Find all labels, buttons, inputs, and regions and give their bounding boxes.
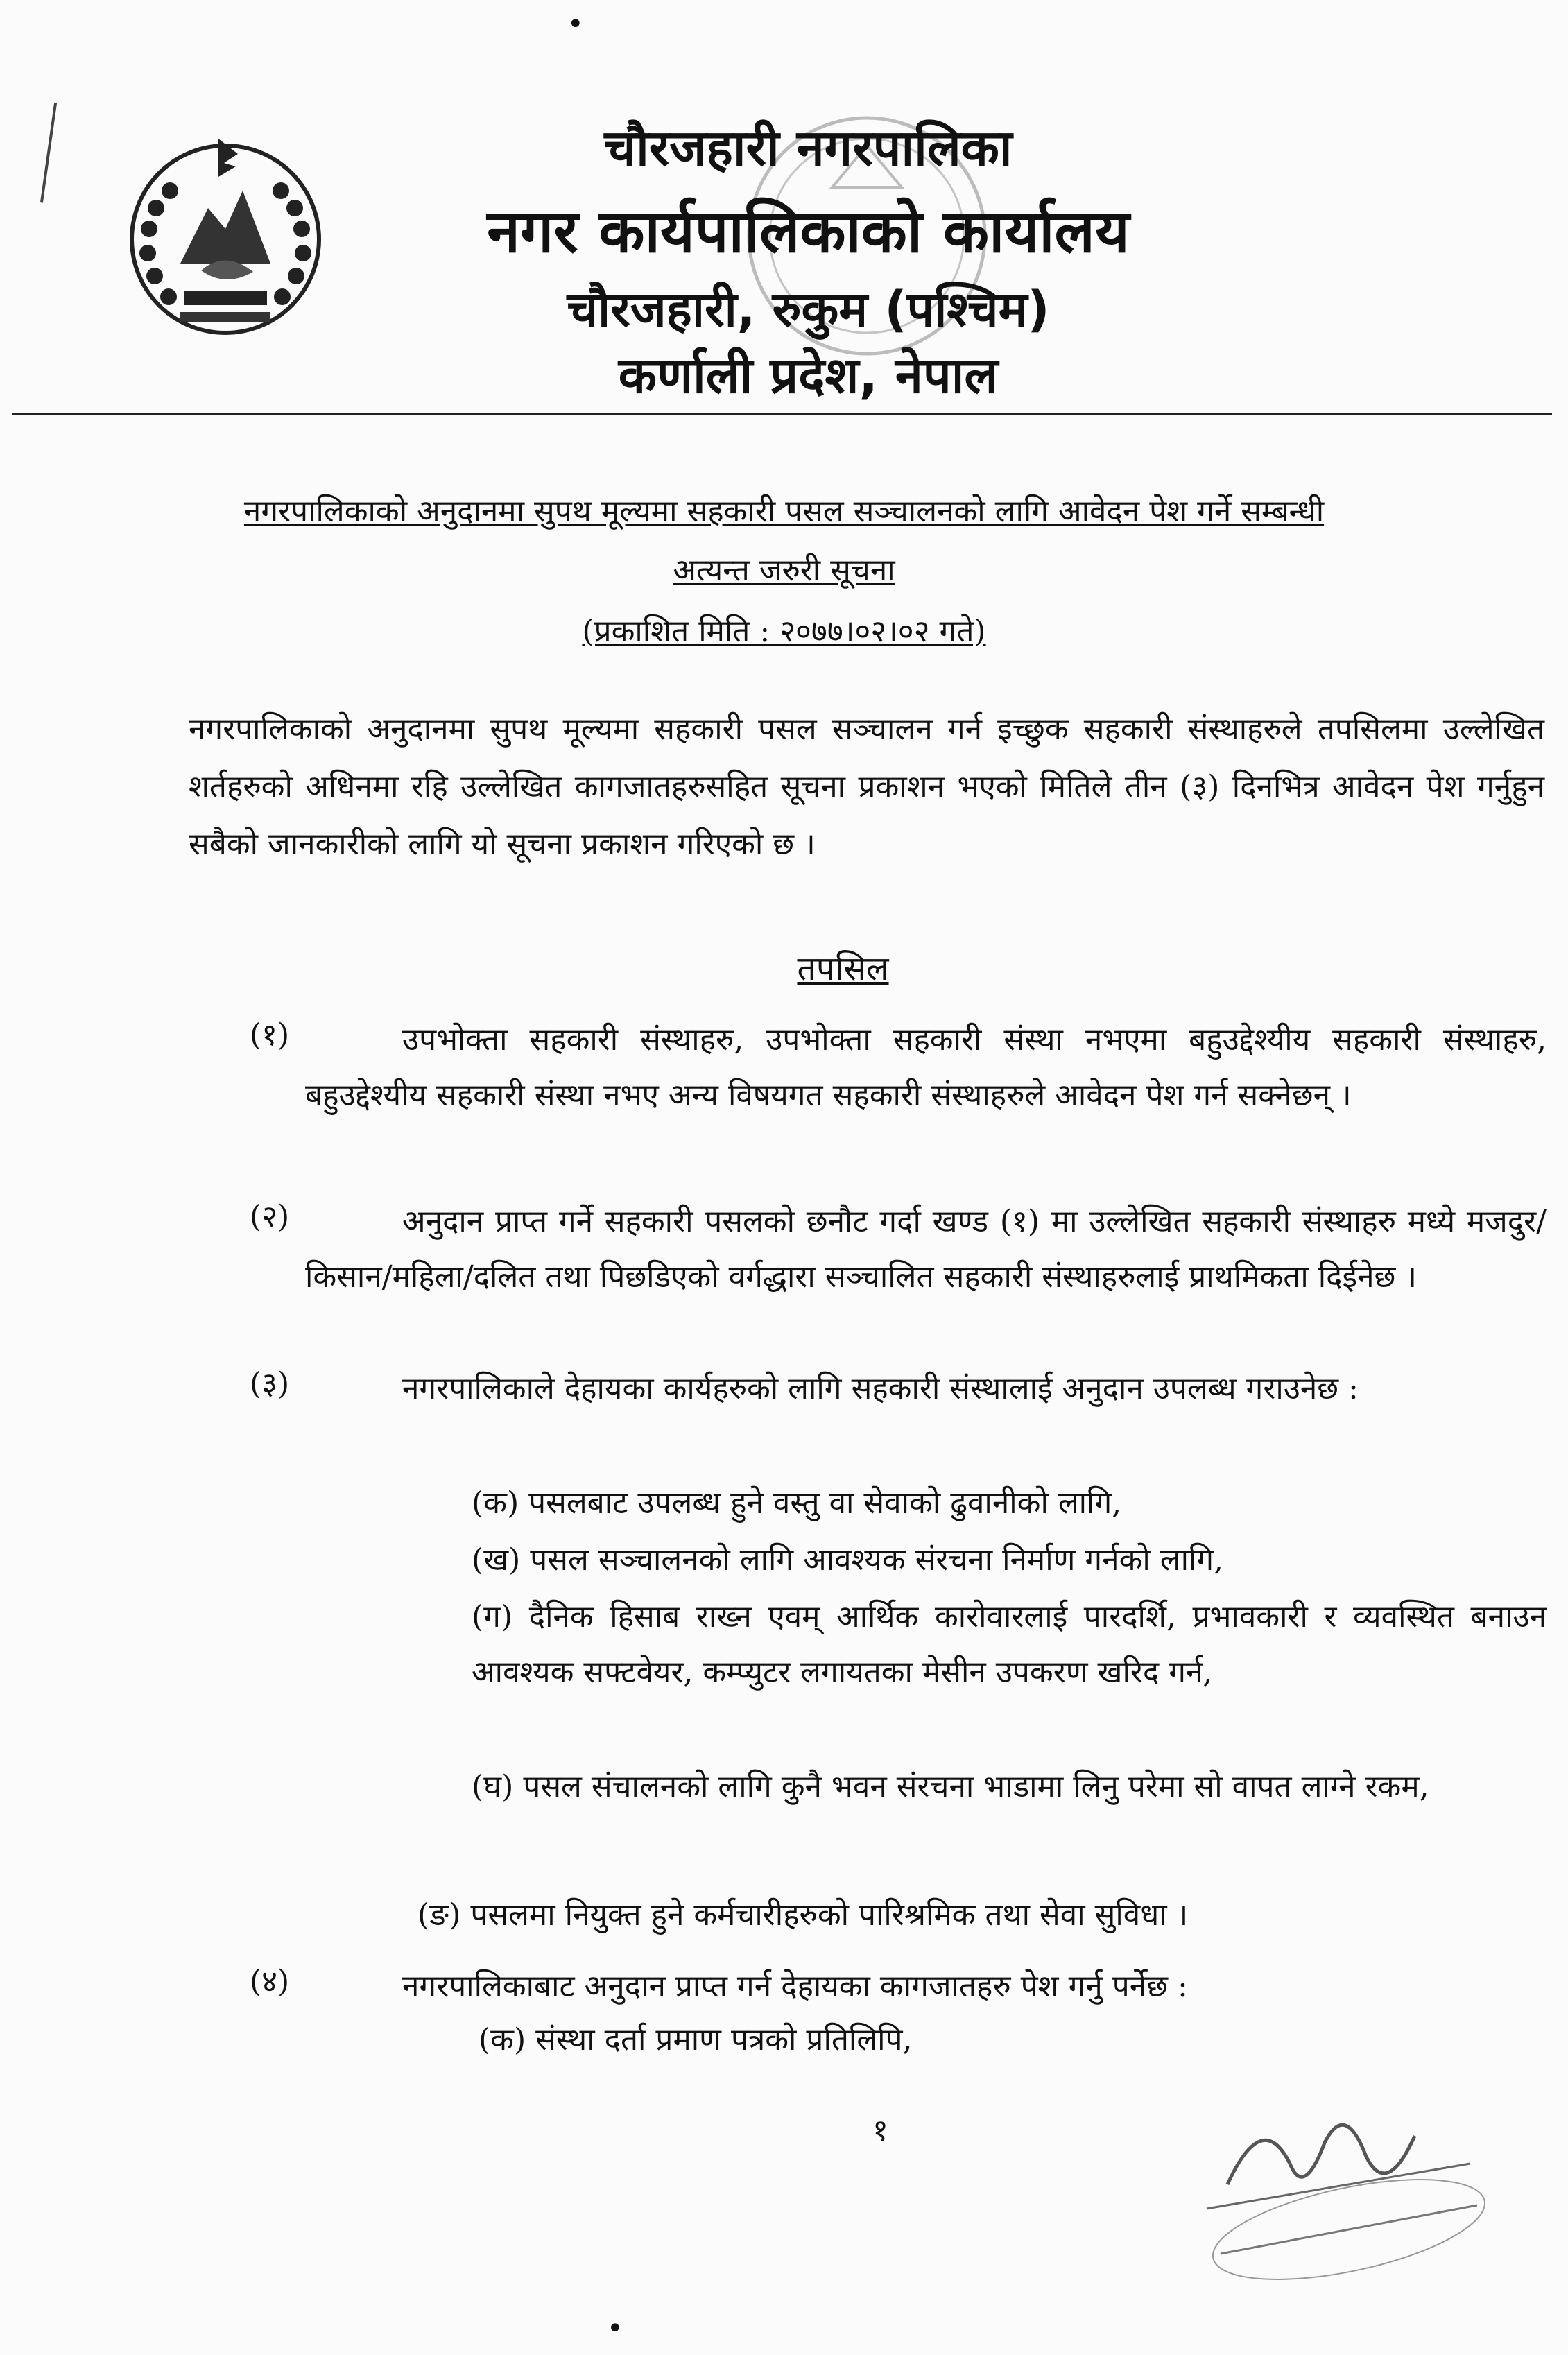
clause-3-item-nga: (ङ) पसलमा नियुक्त हुने कर्मचारीहरुको पारिश्रमिक तथा सेवा सुविधा । xyxy=(417,1897,1189,1933)
clause-3-item-kha: (ख) पसल सञ्चालनको लागि आवश्यक संरचना निर्माण गर्नको लागि, xyxy=(472,1542,1224,1578)
header-divider xyxy=(12,413,1552,415)
clause-3-item-ga: (ग) दैनिक हिसाब राख्न एवम् आर्थिक कारोवारलाई पारदर्शि, प्रभावकारी र व्यवस्थित बनाउन आवश्यक सफ्टवेयर, कम्प्युटर लगायतका मेसीन उपकरण खरिद गर्न, xyxy=(472,1599,1547,1690)
notice-intro-paragraph: नगरपालिकाको अनुदानमा सुपथ मूल्यमा सहकारी पसल सञ्चालन गर्न इच्छुक सहकारी संस्थाहरुले तपसिलमा उल्लेखित शर्तहरुको अधिनमा रहि उल्लेखित कागजातहरुसहित सूचना प्रकाशन भएको मितिले तीन (३) दिनभित्र आवेदन पेश गर्नुहुन सबैको जानकारीको लागि यो सूचना प्रकाशन गरिएको छ । xyxy=(189,711,1544,862)
clause-number: (२) xyxy=(250,1199,290,1234)
municipality-name: चौरजहारी नगरपालिका xyxy=(604,119,1013,177)
letterhead xyxy=(0,0,1568,416)
clause-text: उपभोक्ता सहकारी संस्थाहरु, उपभोक्ता सहकारी संस्था नभएमा बहुउद्देश्यीय सहकारी संस्थाहरु, बहुउद्देश्यीय सहकारी संस्था नभए अन्य विषयगत सहकारी संस्थाहरुले आवेदन पेश गर्न सक्नेछन् । xyxy=(305,1022,1547,1113)
publication-date: (प्रकाशित मिति : २०७७।०२।०२ गते) xyxy=(582,614,986,649)
clause-number: (४) xyxy=(250,1964,290,1999)
clause-text: अनुदान प्राप्त गर्ने सहकारी पसलको छनौट गर्दा खण्ड (१) मा उल्लेखित सहकारी संस्थाहरु मध्ये मजदुर/किसान/महिला/दलित तथा पिछडिएको वर्गद्धारा सञ्चालित सहकारी संस्थाहरुलाई प्राथमिकता दिईनेछ । xyxy=(305,1204,1547,1295)
office-address: चौरजहारी, रुकुम (पश्चिम) xyxy=(567,281,1050,338)
notice-subtitle: अत्यन्त जरुरी सूचना xyxy=(673,553,895,588)
clause-text: नगरपालिकाले देहायका कार्यहरुको लागि सहकारी संस्थालाई अनुदान उपलब्ध गराउनेछ : xyxy=(402,1371,1359,1406)
province-country: कर्णाली प्रदेश, नेपाल xyxy=(618,346,999,404)
clause-4-item-ka: (क) संस्था दर्ता प्रमाण पत्रको प्रतिलिपि, xyxy=(479,2022,913,2058)
clause-number: (१) xyxy=(250,1017,290,1053)
clause-3-item-ka: (क) पसलबाट उपलब्ध हुने वस्तु वा सेवाको ढुवानीको लागि, xyxy=(472,1485,1122,1521)
clause-number: (३) xyxy=(250,1366,290,1401)
clause-3-item-gha: (घ) पसल संचालनको लागि कुनै भवन संरचना भाडामा लिनु परेमा सो वापत लाग्ने रकम, xyxy=(472,1769,1429,1804)
top-binding-mark: • xyxy=(567,8,584,40)
clause-text: नगरपालिकाबाट अनुदान प्राप्त गर्न देहायका कागजातहरु पेश गर्नु पर्नेछ : xyxy=(402,1969,1188,2004)
office-name: नगर कार्यपालिकाको कार्यालय xyxy=(487,197,1130,266)
notice-title: नगरपालिकाको अनुदानमा सुपथ मूल्यमा सहकारी पसल सञ्चालनको लागि आवेदन पेश गर्ने सम्बन्धी xyxy=(243,494,1325,529)
page-number: १ xyxy=(872,2113,888,2148)
officer-signature-stamp xyxy=(1179,2080,1498,2295)
schedule-title: तपसिल xyxy=(797,949,889,988)
bottom-binding-mark: • xyxy=(607,2313,623,2345)
